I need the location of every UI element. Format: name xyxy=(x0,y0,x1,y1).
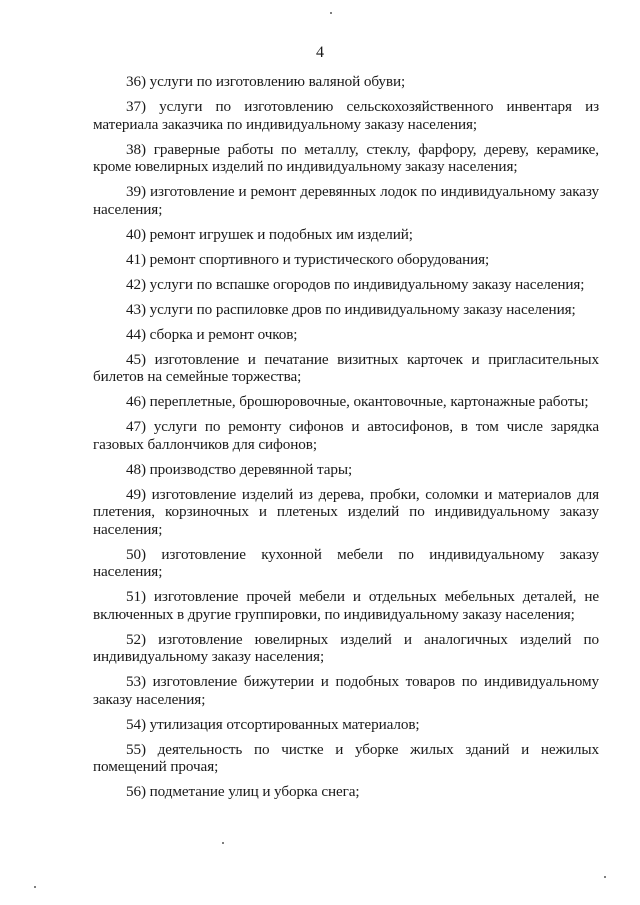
page-number: 4 xyxy=(316,44,324,61)
scan-speck xyxy=(604,876,606,878)
list-item: 50) изготовление кухонной мебели по индивидуальному заказу населения; xyxy=(93,545,599,580)
list-item: 47) услуги по ремонту сифонов и автосифонов, в том числе зарядка газовых баллончиков для сифонов; xyxy=(93,418,599,453)
list-item: 45) изготовление и печатание визитных карточек и пригласительных билетов на семейные торжества; xyxy=(93,350,599,385)
list-item: 51) изготовление прочей мебели и отдельных мебельных деталей, не включенных в другие группировки, по индивидуальному заказу населения; xyxy=(93,588,599,623)
list-item: 44) сборка и ремонт очков; xyxy=(126,325,298,343)
list-item: 41) ремонт спортивного и туристического оборудования; xyxy=(126,250,490,268)
scan-speck xyxy=(330,12,332,14)
services-list xyxy=(93,73,599,801)
list-item: 53) изготовление бижутерии и подобных товаров по индивидуальному заказу населения; xyxy=(93,673,599,708)
list-item: 52) изготовление ювелирных изделий и аналогичных изделий по индивидуальному заказу населения; xyxy=(93,630,599,665)
list-item: 55) деятельность по чистке и уборке жилых зданий и нежилых помещений прочая; xyxy=(93,740,599,775)
list-item: 36) услуги по изготовлению валяной обуви; xyxy=(126,73,406,90)
list-item: 40) ремонт игрушек и подобных им изделий; xyxy=(126,225,413,243)
list-item: 56) подметание улиц и уборка снега; xyxy=(126,783,360,800)
list-item: 43) услуги по распиловке дров по индивидуальному заказу населения; xyxy=(126,300,576,318)
list-item: 42) услуги по вспашке огородов по индивидуальному заказу населения; xyxy=(126,275,585,293)
list-item: 54) утилизация отсортированных материалов; xyxy=(126,715,420,733)
scan-speck xyxy=(34,886,36,888)
list-item: 46) переплетные, брошюровочные, окантовочные, картонажные работы; xyxy=(126,393,589,410)
list-item: 48) производство деревянной тары; xyxy=(126,460,353,478)
scan-speck xyxy=(222,842,224,844)
list-item: 49) изготовление изделий из дерева, пробки, соломки и материалов для плетения, корзиночных и плетеных изделий по индивидуальному заказу населения; xyxy=(93,485,599,538)
list-item: 38) граверные работы по металлу, стеклу, фарфору, дереву, керамике, кроме ювелирных изделий по индивидуальному заказу населения; xyxy=(93,140,599,175)
list-item: 39) изготовление и ремонт деревянных лодок по индивидуальному заказу населения; xyxy=(93,183,599,218)
list-item: 37) услуги по изготовлению сельскохозяйственного инвентаря из материала заказчика по индивидуальному заказу населения; xyxy=(93,98,599,133)
